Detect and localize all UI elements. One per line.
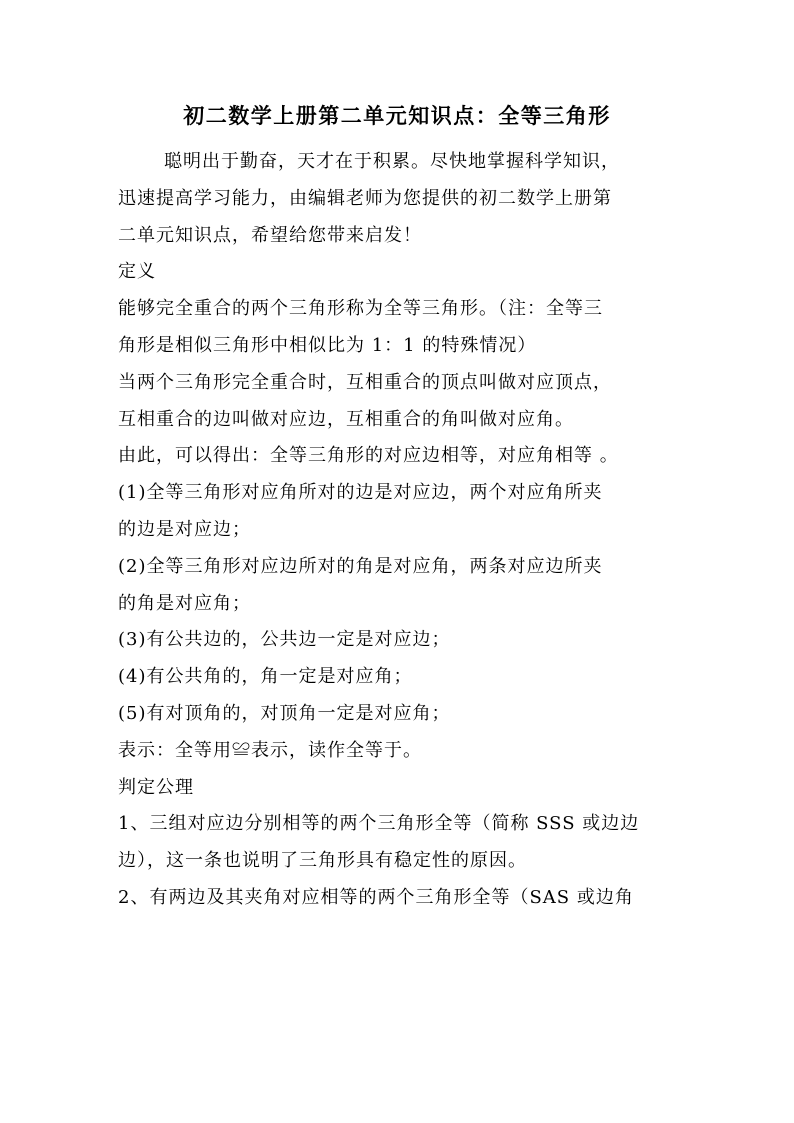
rule-2-line-2: 的角是对应角； [118,592,251,614]
rule-5-line: (5)有对顶角的，对顶角一定是对应角； [118,702,451,724]
axiom-1-line-2: 边），这一条也说明了三角形具有稳定性的原因。 [118,850,527,872]
document-body [118,144,678,917]
rule-4-line: (4)有公共角的，角一定是对应角； [118,666,413,688]
rule-3-line: (3)有公共边的，公共边一定是对应边； [118,629,451,651]
rule-1-line-2: 的边是对应边； [118,518,251,540]
intro-line-1: 聪明出于勤奋，天才在于积累。尽快地掌握科学知识， [164,151,620,172]
rule-1-line-1: (1)全等三角形对应角所对的边是对应边，两个对应角所夹 [118,482,603,504]
correspondence-line-2: 互相重合的边叫做对应边，互相重合的角叫做对应角。 [118,408,574,430]
definition-line-1: 能够完全重合的两个三角形称为全等三角形。（注：全等三 [118,298,603,320]
correspondence-line-1: 当两个三角形完全重合时，互相重合的顶点叫做对应顶点， [118,371,612,393]
section-heading-axioms: 判定公理 [118,776,194,798]
conclusion-line: 由此，可以得出：全等三角形的对应边相等，对应角相等 。 [118,445,619,467]
axiom-1-line-1: 1、三组对应边分别相等的两个三角形全等（简称 SSS 或边边 [118,813,640,835]
rule-2-line-1: (2)全等三角形对应边所对的角是对应角，两条对应边所夹 [118,555,603,577]
axiom-2-line-1: 2、有两边及其夹角对应相等的两个三角形全等（SAS 或边角 [118,886,634,908]
definition-line-2: 角形是相似三角形中相似比为 1：1 的特殊情况） [118,334,537,356]
intro-line-2: 迅速提高学习能力，由编辑老师为您提供的初二数学上册第 [118,187,612,209]
document-title: 初二数学上册第二单元知识点：全等三角形 [183,104,611,128]
notation-line: 表示：全等用≌表示，读作全等于。 [118,739,422,761]
intro-line-3: 二单元知识点，希望给您带来启发！ [118,224,422,246]
section-heading-definition: 定义 [118,261,156,283]
